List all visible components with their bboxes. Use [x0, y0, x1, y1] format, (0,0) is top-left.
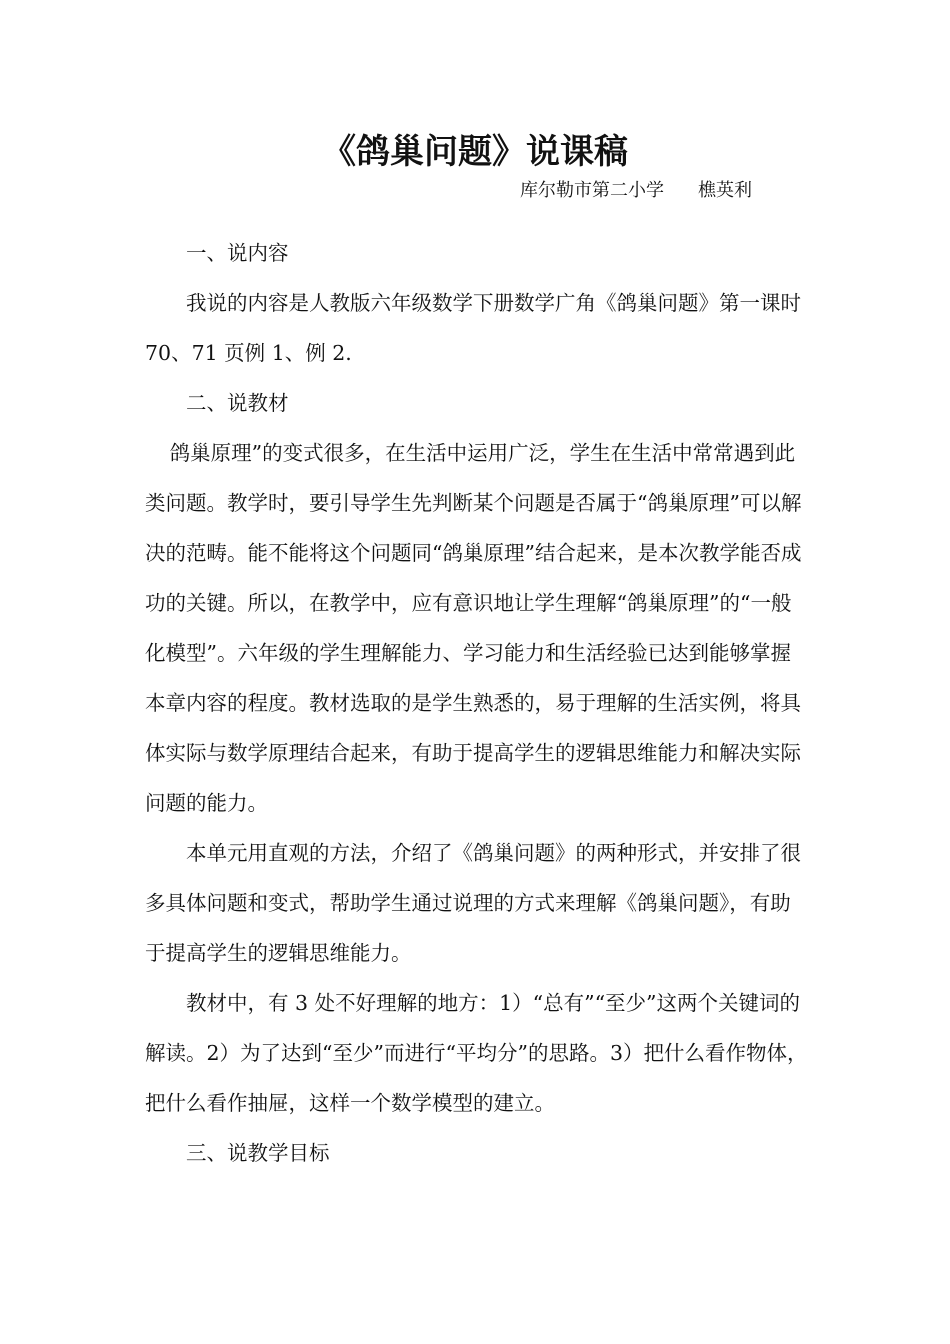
section-heading-objectives: 三、说教学目标: [186, 1141, 330, 1165]
document-title: 《鸽巢问题》说课稿: [322, 132, 628, 172]
materials-paragraph-3: 教材中，有 3 处不好理解的地方：1）“总有”“至少”这两个关键词的解读。2）为了达到“至少”而进行“平均分”的思路。3）把什么看作物体，把什么看作抽屉，这样一个数学模型的建立。: [145, 991, 808, 1115]
section-heading-materials: 二、说教材: [186, 391, 289, 415]
document-body: [145, 228, 810, 1178]
section-heading-content: 一、说内容: [186, 241, 289, 265]
author-school: 库尔勒市第二小学: [520, 180, 664, 201]
author-line: [520, 178, 752, 204]
materials-paragraph-2: 本单元用直观的方法，介绍了《鸽巢问题》的两种形式，并安排了很多具体问题和变式，帮助学生通过说理的方式来理解《鸽巢问题》，有助于提高学生的逻辑思维能力。: [145, 841, 801, 965]
author-name: 樵英利: [698, 180, 752, 201]
content-paragraph: 我说的内容是人教版六年级数学下册数学广角《鸽巢问题》第一课时 70、71 页例 1、例 2.: [145, 291, 801, 365]
materials-paragraph-1: 鸽巢原理”的变式很多，在生活中运用广泛，学生在生活中常常遇到此类问题。教学时，要引导学生先判断某个问题是否属于“鸽巢原理”可以解决的范畴。能不能将这个问题同“鸽巢原理”结合起来，是本次教学能否成功的关键。所以，在教学中，应有意识地让学生理解“鸽巢原理”的“一般化模型”。六年级的学生理解能力、学习能力和生活经验已达到能够掌握本章内容的程度。教材选取的是学生熟悉的，易于理解的生活实例，将具体实际与数学原理结合起来，有助于提高学生的逻辑思维能力和解决实际问题的能力。: [145, 441, 802, 815]
